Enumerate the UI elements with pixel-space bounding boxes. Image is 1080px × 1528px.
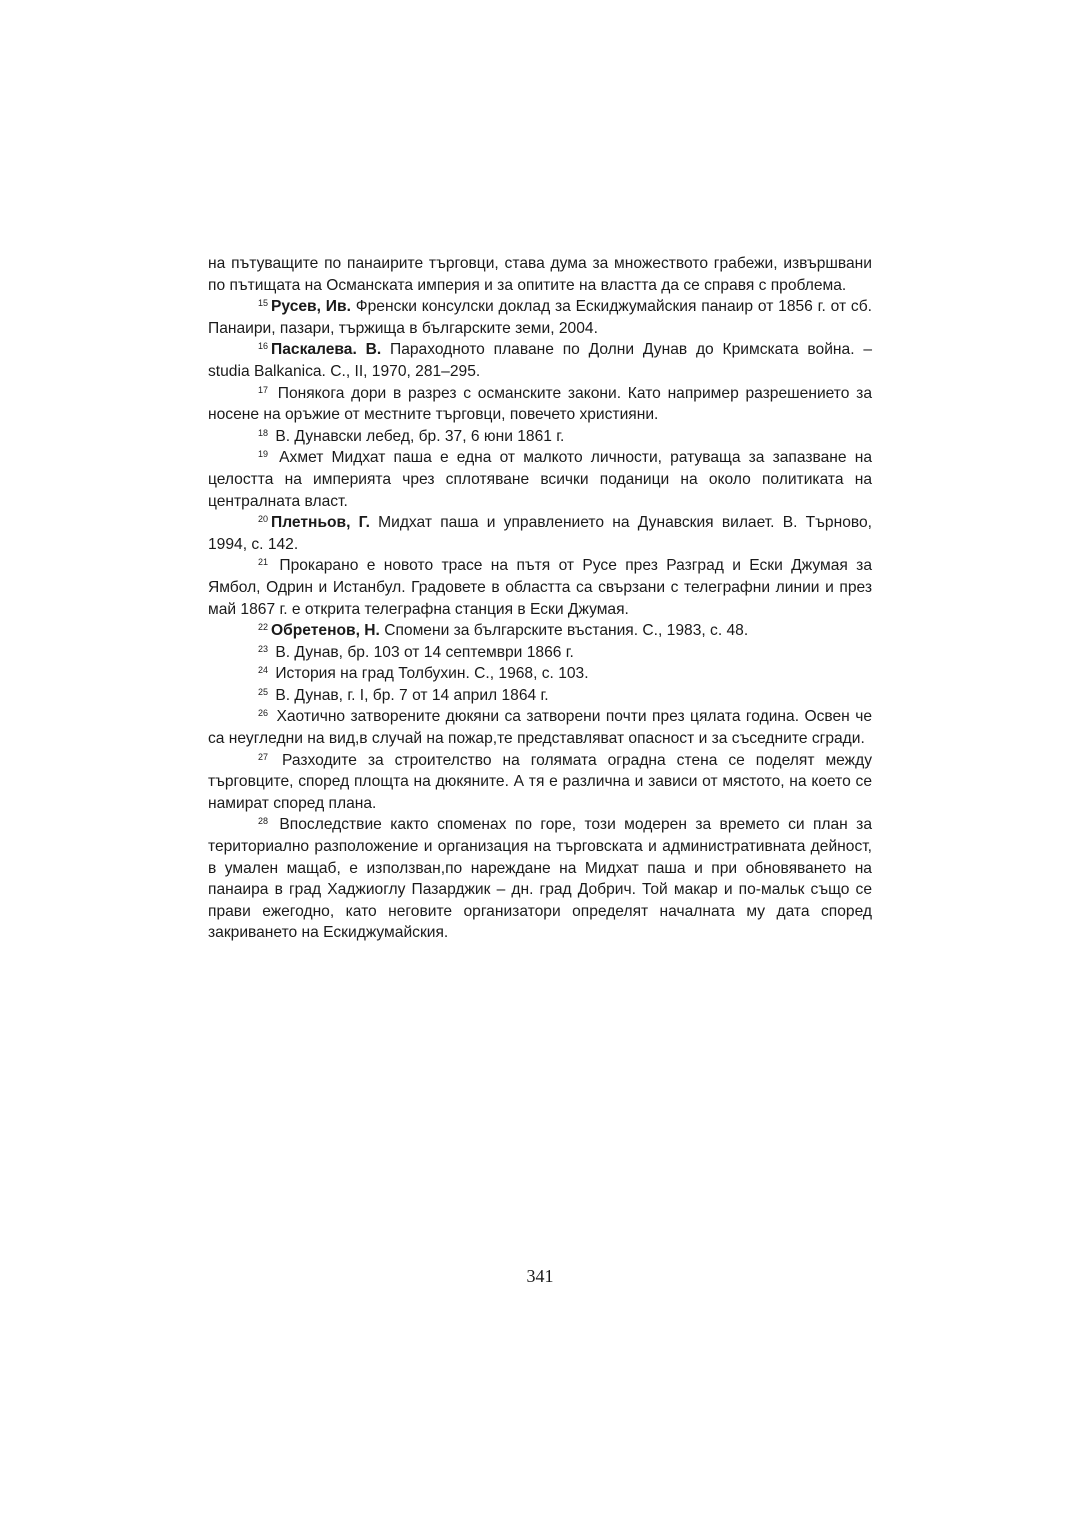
footnote-number: 24 <box>258 665 269 676</box>
footnote-author: Плетньов, Г. <box>271 514 370 532</box>
footnote-text: Впоследствие както споменах по горе, този модерен за времето си план за териториално разположение и организация на търговската и административната дейност, в умален мащаб, е използван,по нареждане на Мидхат паша и при обновяването на панаира в град Хаджиоглу Пазарджик – дн. град Добрич. Той макар и по-мальк също се прави ежегодно, като неговите организатори определят началната му дата според закриването на Ескиджумайския. <box>208 816 872 942</box>
footnote-number: 21 <box>258 557 269 568</box>
footnote-16 <box>208 339 872 382</box>
footnote-20 <box>208 512 872 555</box>
footnote-author: Русев, Ив. <box>271 298 351 316</box>
footnote-text: В. Дунав, г. I, бр. 7 от 14 април 1864 г. <box>271 686 549 704</box>
footnote-25 <box>208 685 872 707</box>
footnote-number: 20 <box>258 514 269 525</box>
footnote-text: Мидхат паша и управлението на Дунавския вилает. В. Търново, 1994, с. 142. <box>208 514 872 553</box>
intro-paragraph: на пътуващите по панаирите търговци, става дума за множеството грабежи, извършвани по пътищата на Османската империя и за опитите на властта да се справя с проблема. <box>208 255 872 294</box>
footnote-number: 27 <box>258 751 269 762</box>
footnote-text: Ахмет Мидхат паша е една от малкото личности, ратуваща за запазване на целостта на империята чрез сплотяване всички поданици на около политиката на централната власт. <box>208 449 872 510</box>
footnote-number: 18 <box>258 427 269 438</box>
footnote-number: 19 <box>258 449 269 460</box>
page-text <box>208 253 872 944</box>
footnote-text: Спомени за българските въстания. С., 1983, с. 48. <box>379 622 749 640</box>
footnote-number: 16 <box>258 341 269 352</box>
footnote-number: 28 <box>258 816 269 827</box>
footnote-text: Параходното плаване по Долни Дунав до Кримската война. – studia Balkanica. С., II, 1970, 281–295. <box>208 341 872 380</box>
footnote-number: 22 <box>258 622 269 633</box>
page-number: 341 <box>526 1266 554 1286</box>
footnote-18 <box>208 426 872 448</box>
footnote-text: Френски консулски доклад за Ескиджумайския панаир от 1856 г. от сб. Панаири, пазари, тържища в българските земи, 2004. <box>208 298 872 337</box>
footnote-number: 23 <box>258 643 269 654</box>
footnote-text: История на град Толбухин. С., 1968, с. 103. <box>271 665 589 683</box>
footnote-number: 25 <box>258 686 269 697</box>
footnote-number: 15 <box>258 298 269 309</box>
footnote-27 <box>208 750 872 815</box>
footnote-19 <box>208 447 872 512</box>
footnote-26 <box>208 706 872 749</box>
footnote-number: 26 <box>258 708 269 719</box>
footnote-author: Обретенов, Н. <box>271 622 380 640</box>
footnote-text: В. Дунавски лебед, бр. 37, 6 юни 1861 г. <box>271 427 565 445</box>
footnote-22 <box>208 620 872 642</box>
footnote-text: Понякога дори в разрез с османските закони. Като например разрешението за носене на оръжие от местните търговци, повечето християни. <box>208 384 872 424</box>
footnote-17 <box>208 383 872 426</box>
footnote-23 <box>208 642 872 664</box>
footnote-text: Разходите за строителство на голямата оградна стена се поделят между търговците, според площта на дюкяните. А тя е различна и зависи от мястото, на което се намират според плана. <box>208 751 872 812</box>
footnote-text: В. Дунав, бр. 103 от 14 септември 1866 г. <box>271 643 574 661</box>
footnote-text: Хаотично затворените дюкяни са затворени почти през цялата година. Освен че са неугледни на вид,в случай на пожар,те представляват опасност и за съседните сгради. <box>208 708 872 748</box>
footnote-24 <box>208 663 872 685</box>
footnote-21 <box>208 555 872 620</box>
footnote-15 <box>208 296 872 339</box>
footnote-number: 17 <box>258 384 269 395</box>
footnote-text: Прокарано е новото трасе на пътя от Русе през Разград и Ески Джумая за Ямбол, Одрин и Истанбул. Градовете в областта са свързани с телеграфни линии и през май 1867 г. е открита телеграфна станция в Ески Джумая. <box>208 557 872 618</box>
footnote-author: Паскалева. В. <box>271 341 382 359</box>
footnote-28 <box>208 814 872 944</box>
